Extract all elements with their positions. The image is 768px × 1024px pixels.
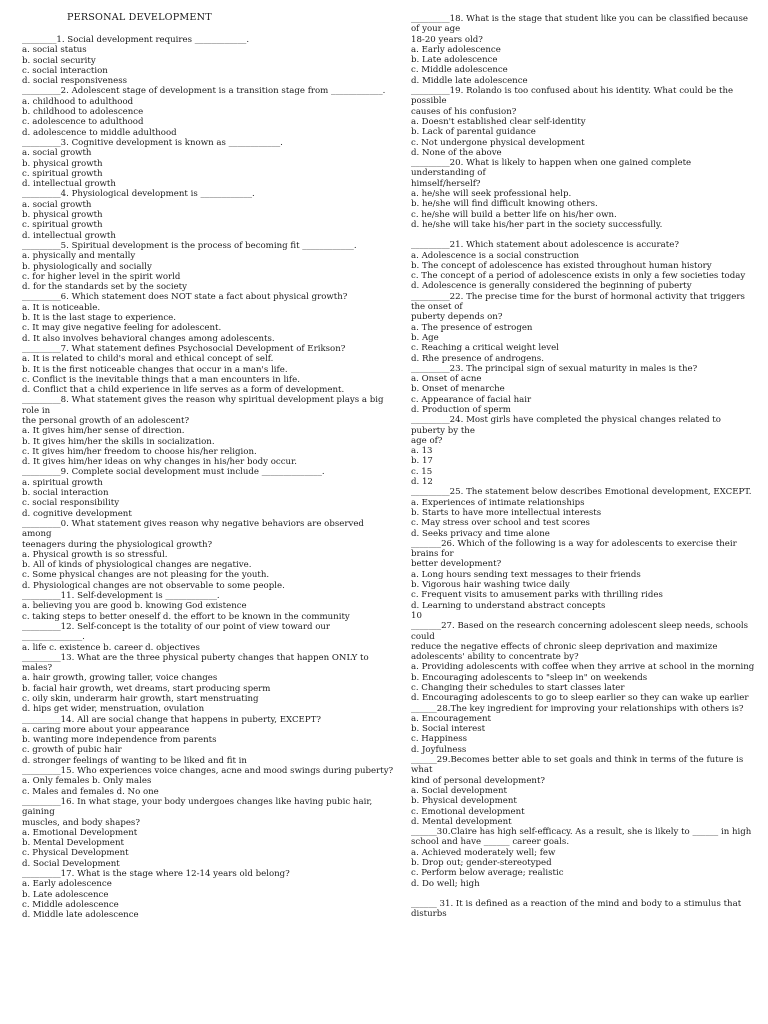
text-line: d. Conflict that a child experience in life serves as a form of development. — [22, 385, 345, 396]
text-line: b. All of kinds of physiological changes are negative. — [22, 560, 252, 571]
text-line: a. It gives him/her sense of direction. — [22, 426, 185, 437]
text-line: d. intellectual growth — [22, 179, 116, 190]
text-line: 10 — [411, 610, 422, 621]
text-line: d. Encouraging adolescents to go to sleep earlier so they can wake up earlier — [411, 693, 749, 704]
text-line: b. Physical development — [411, 796, 517, 807]
text-line: a. believing you are good b. knowing God existence — [22, 601, 247, 612]
text-line: d. he/she will take his/her part in the society successfully. — [411, 219, 663, 230]
text-line: b. Late adolescence — [411, 55, 498, 66]
question-line: _________24. Most girls have completed the physical changes related to puberty by the — [411, 415, 721, 436]
question-line: _________11. Self-development is ____________. — [22, 591, 220, 602]
question-line: _________2. Adolescent stage of development is a transition stage from ____________. — [22, 86, 386, 97]
text-line: a. The presence of estrogen — [411, 322, 533, 333]
question-line: _________17. What is the stage where 12-14 years old belong? — [22, 869, 290, 880]
question-line: _________14. All are social change that happens in puberty, EXCEPT? — [22, 714, 321, 725]
text-line: d. social responsiveness — [22, 76, 128, 87]
question-line: _________7. What statement defines Psychosocial Development of Erikson? — [22, 343, 346, 354]
text-line: a. hair growth, growing taller, voice changes — [22, 673, 218, 684]
text-line: 18-20 years old? — [411, 34, 483, 45]
text-line: a. Adolescence is a social construction — [411, 250, 580, 261]
question-line: ______29.Becomes better able to set goals and think in terms of the future is what — [411, 755, 744, 776]
page-title: PERSONAL DEVELOPMENT — [67, 12, 212, 23]
text-line: d. Seeks privacy and time alone — [411, 528, 550, 539]
question-line: _________0. What statement gives reason why negative behaviors are observed among — [22, 518, 364, 540]
question-line: ________1. Social development requires ____________. — [22, 35, 250, 45]
text-line: c. adolescence to adulthood — [22, 117, 144, 128]
text-line: d. stronger feelings of wanting to be liked and fit in — [22, 755, 247, 766]
text-line: a. Encouragement — [411, 713, 491, 724]
text-line: c. Not undergone physical development — [411, 137, 585, 148]
text-line: b. social security — [22, 55, 96, 66]
question-line: _________21. Which statement about adolescence is accurate? — [411, 240, 679, 251]
question-line: _________15. Who experiences voice changes, acne and mood swings during puberty? — [22, 766, 394, 777]
text-line: b. It gives him/her the skills in socialization. — [22, 436, 215, 447]
question-line: _________16. In what stage, your body undergoes changes like having pubic hair, gaining — [22, 796, 373, 818]
text-line: b. Social interest — [411, 724, 486, 735]
text-line: c. Frequent visits to amusement parks with thrilling rides — [411, 590, 663, 601]
text-line: c. Physical Development — [22, 848, 129, 859]
text-line: a. Emotional Development — [22, 827, 138, 838]
text-line: b. 17 — [411, 456, 433, 467]
text-line: c. Males and females d. No one — [22, 786, 159, 797]
text-line: d. for the standards set by the society — [22, 282, 187, 293]
text-line: d. Middle late adolescence — [22, 910, 139, 921]
right-column — [411, 14, 756, 920]
text-line: a. Onset of acne — [411, 374, 482, 385]
text-line: a. Experiences of intimate relationships — [411, 497, 585, 508]
text-line: puberty depends on? — [411, 312, 503, 323]
text-line: kind of personal development? — [411, 775, 546, 786]
text-line: d. intellectual growth — [22, 230, 116, 241]
text-line: c. Conflict is the inevitable things that a man encounters in life. — [22, 374, 300, 385]
text-line: b. wanting more independence from parents — [22, 735, 217, 746]
question-line: _______27. Based on the research concerning adolescent sleep needs, schools could — [411, 621, 749, 642]
text-line: d. Joyfulness — [411, 744, 467, 755]
text-line: c. The concept of a period of adolescence exists in only a few societies today — [411, 271, 746, 282]
text-line: a. Achieved moderately well; few — [411, 847, 556, 858]
text-line: a. spiritual growth — [22, 477, 103, 488]
text-line: b. The concept of adolescence has existed throughout human history — [411, 260, 712, 271]
text-line: a. he/she will seek professional help. — [411, 189, 572, 200]
text-line: c. taking steps to better oneself d. the effort to be known in the community — [22, 611, 350, 622]
right-question-list — [411, 14, 756, 920]
text-line: b. facial hair growth, wet dreams, start producing sperm — [22, 683, 271, 694]
question-line: _________4. Physiological development is ____________. — [22, 189, 255, 200]
question-line: ______ 31. It is defined as a reaction of the mind and body to a stimulus that disturbs — [411, 898, 742, 920]
text-line: himself/herself? — [411, 178, 481, 189]
text-line: a. social status — [22, 45, 87, 56]
text-line: c. spiritual growth — [22, 220, 103, 231]
text-line: d. None of the above — [411, 147, 502, 158]
text-line: b. childhood to adolescence — [22, 107, 144, 118]
text-line: c. social interaction — [22, 65, 108, 76]
question-line: _________20. What is likely to happen when one gained complete understanding of — [411, 158, 692, 179]
text-line: d. Middle late adolescence — [411, 75, 528, 86]
text-line: c. It gives him/her freedom to choose his/her religion. — [22, 446, 257, 457]
text-line: c. May stress over school and test scores — [411, 518, 590, 529]
question-line: _______26. Which of the following is a way for adolescents to exercise their brains for — [411, 538, 737, 560]
text-line: b. Late adolescence — [22, 889, 109, 900]
text-line: c. Emotional development — [411, 806, 525, 817]
text-line: c. Perform below average; realistic — [411, 868, 564, 879]
text-line: a. It is noticeable. — [22, 302, 101, 313]
question-line: _________18. What is the stage that student like you can be classified because of your age — [411, 14, 748, 35]
text-line: c. 15 — [411, 466, 433, 477]
text-line: b. It is the first noticeable changes that occur in a man's life. — [22, 364, 288, 375]
question-line: _________5. Spiritual development is the process of becoming fit ____________. — [22, 240, 357, 251]
text-line: a. social growth — [22, 199, 92, 210]
text-line: c. Middle adolescence — [22, 899, 119, 910]
text-line: a. social growth — [22, 148, 92, 159]
text-line: b. Onset of menarche — [411, 384, 505, 395]
text-line: reduce the negative effects of chronic sleep deprivation and maximize adolescents' ability to concentrate by? — [411, 641, 718, 663]
text-line: d. Social Development — [22, 858, 120, 869]
text-line: c. Changing their schedules to start classes later — [411, 683, 625, 693]
text-line: b. Age — [411, 332, 439, 343]
text-line: d. Physiological changes are not observable to some people. — [22, 580, 285, 591]
question-line: _________12. Self-concept is the totality of our point of view toward our ______________. — [22, 621, 331, 643]
text-line: c. Reaching a critical weight level — [411, 343, 559, 354]
text-line: age of? — [411, 435, 443, 446]
question-line: _________19. Rolando is too confused about his identity. What could be the possible — [411, 86, 734, 107]
text-line: d. cognitive development — [22, 508, 132, 519]
text-line: b. Vigorous hair washing twice daily — [411, 580, 570, 591]
text-line: c. growth of pubic hair — [22, 745, 122, 756]
question-line: _________13. What are the three physical puberty changes that happen ONLY to males? — [22, 652, 369, 674]
text-line: b. he/she will find difficult knowing others. — [411, 199, 598, 210]
text-line: c. spiritual growth — [22, 168, 103, 179]
text-line: b. Encouraging adolescents to "sleep in" on weekends — [411, 672, 648, 683]
text-line: a. Social development — [411, 785, 507, 796]
text-line: b. It is the last stage to experience. — [22, 313, 176, 324]
text-line: b. Mental Development — [22, 838, 125, 849]
spacer — [411, 230, 756, 240]
question-line: _________23. The principal sign of sexual maturity in males is the? — [411, 363, 698, 374]
text-line: a. childhood to adulthood — [22, 96, 134, 107]
text-line: a. Long hours sending text messages to their friends — [411, 569, 641, 580]
text-line: d. Production of sperm — [411, 404, 511, 415]
question-line: ______30.Claire has high self-efficacy. As a result, she is likely to ______ in high — [411, 827, 752, 838]
text-line: a. It is related to child's moral and ethical concept of self. — [22, 354, 274, 365]
text-line: the personal growth of an adolescent? — [22, 415, 190, 426]
text-line: c. oily skin, underarm hair growth, start menstruating — [22, 694, 259, 704]
text-line: a. caring more about your appearance — [22, 724, 190, 735]
left-column — [22, 12, 394, 921]
question-line: ______28.The key ingredient for improving your relationships with others is? — [411, 703, 744, 714]
question-line: _________8. What statement gives the reason why spiritual development plays a big role in — [22, 395, 384, 416]
text-line: d. It also involves behavioral changes among adolescents. — [22, 333, 275, 344]
text-line: c. Happiness — [411, 734, 468, 745]
left-question-list — [22, 35, 394, 921]
text-line: b. physical growth — [22, 158, 103, 169]
spacer — [411, 889, 756, 899]
text-line: a. Early adolescence — [22, 879, 112, 890]
text-line: b. Lack of parental guidance — [411, 127, 536, 138]
question-line: _________25. The statement below describes Emotional development, EXCEPT. — [411, 487, 752, 498]
question-line: _________6. Which statement does NOT state a fact about physical growth? — [22, 292, 348, 303]
question-line: _________9. Complete social development must include ______________. — [22, 467, 325, 478]
text-line: c. Middle adolescence — [411, 65, 508, 76]
text-line: d. Adolescence is generally considered the beginning of puberty — [411, 281, 692, 292]
text-line: d. It gives him/her ideas on why changes in his/her body occur. — [22, 457, 297, 468]
text-line: a. Providing adolescents with coffee when they arrive at school in the morning — [411, 662, 755, 673]
text-line: teenagers during the physiological growth? — [22, 539, 213, 550]
text-line: b. Starts to have more intellectual interests — [411, 507, 602, 518]
text-line: d. hips get wider, menstruation, ovulation — [22, 704, 205, 715]
text-line: a. life c. existence b. career d. objectives — [22, 642, 200, 653]
text-line: c. for higher level in the spirit world — [22, 271, 181, 282]
text-line: d. Do well; high — [411, 878, 480, 889]
text-line: c. social responsibility — [22, 498, 120, 509]
text-line: d. Learning to understand abstract concepts — [411, 600, 606, 611]
text-line: muscles, and body shapes? — [22, 817, 140, 828]
text-line: c. he/she will build a better life on his/her own. — [411, 209, 617, 220]
question-line: _________3. Cognitive development is known as ____________. — [22, 137, 283, 148]
text-line: a. Physical growth is so stressful. — [22, 549, 168, 560]
text-line: a. physically and mentally — [22, 251, 136, 262]
text-line: d. 12 — [411, 477, 433, 488]
text-line: b. social interaction — [22, 488, 109, 499]
text-line: d. Mental development — [411, 816, 512, 827]
text-line: a. Only females b. Only males — [22, 776, 152, 787]
text-line: b. Drop out; gender-stereotyped — [411, 858, 552, 869]
text-line: c. Some physical changes are not pleasing for the youth. — [22, 570, 270, 581]
text-line: c. Appearance of facial hair — [411, 394, 532, 405]
text-line: b. physical growth — [22, 210, 103, 221]
text-line: c. It may give negative feeling for adolescent. — [22, 323, 222, 334]
text-line: school and have ______ career goals. — [411, 837, 570, 848]
text-line: d. adolescence to middle adulthood — [22, 127, 177, 138]
text-line: causes of his confusion? — [411, 106, 517, 117]
text-line: d. Rhe presence of androgens. — [411, 353, 544, 364]
text-line: a. Doesn't established clear self-identity — [411, 116, 586, 127]
text-line: a. 13 — [411, 446, 433, 457]
question-line: _________22. The precise time for the burst of hormonal activity that triggers the onset of — [411, 291, 745, 313]
text-line: a. Early adolescence — [411, 44, 501, 55]
text-line: b. physiologically and socially — [22, 261, 152, 272]
text-line: better development? — [411, 559, 502, 570]
